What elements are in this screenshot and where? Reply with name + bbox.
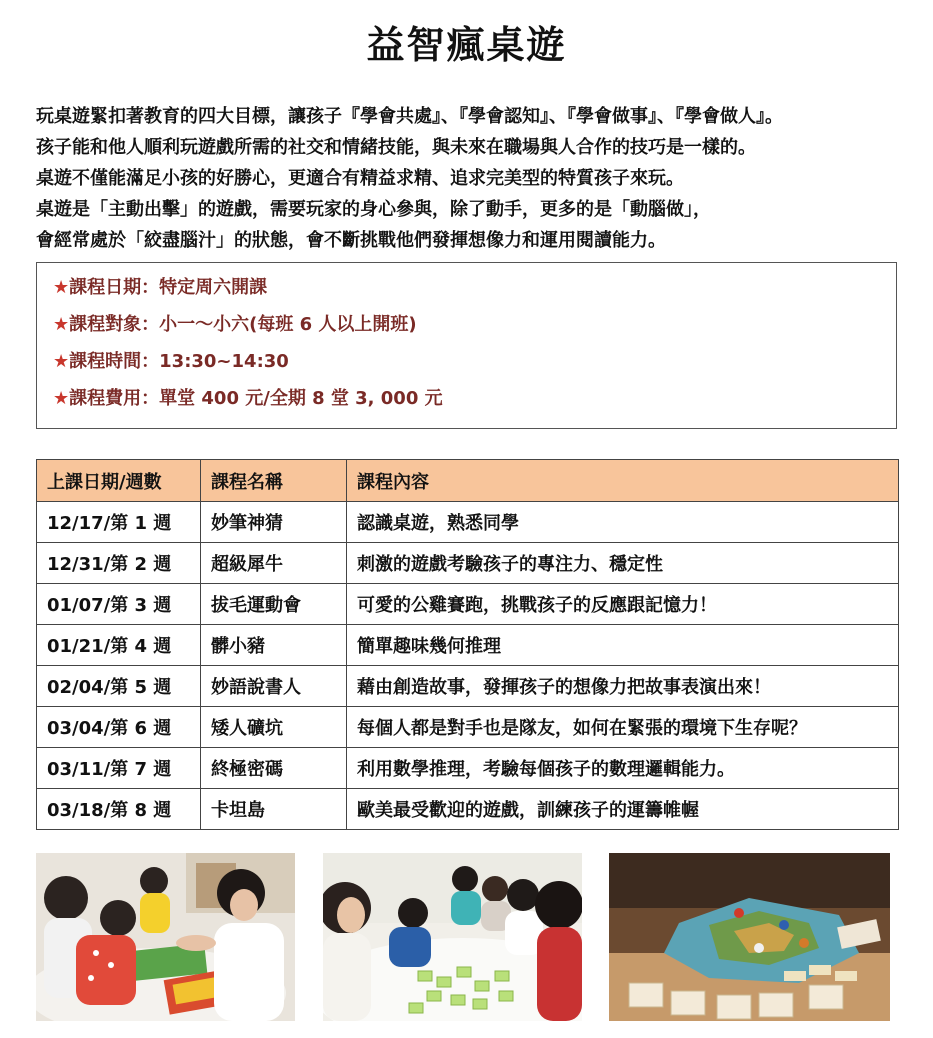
photo-kids-card-game	[323, 853, 582, 1021]
course-fee-line	[53, 380, 896, 417]
course-target-text: 課程對象：小一～小六(每班 6 人以上開班)	[69, 314, 417, 335]
course-fee-text: 課程費用：單堂 400 元/全期 8 堂 3, 000 元	[69, 388, 443, 409]
course-date-text: 課程日期：特定周六開課	[69, 277, 268, 298]
intro-line: 會經常處於「絞盡腦汁」的狀態，會不斷挑戰他們發揮想像力和運用閱讀能力。	[36, 230, 666, 251]
cell-date-week: 12/17/第 1 週	[37, 502, 201, 543]
cell-date-week: 03/18/第 8 週	[37, 789, 201, 830]
star-icon: ★	[53, 277, 70, 298]
course-date-line	[53, 269, 896, 306]
course-time-line	[53, 343, 896, 380]
course-target-line	[53, 306, 896, 343]
cell-course-content: 藉由創造故事，發揮孩子的想像力把故事表演出來！	[347, 666, 899, 707]
cell-date-week: 03/04/第 6 週	[37, 707, 201, 748]
cell-course-content: 歐美最受歡迎的遊戲，訓練孩子的運籌帷幄	[347, 789, 899, 830]
cell-course-name: 髒小豬	[201, 625, 347, 666]
cell-date-week: 03/11/第 7 週	[37, 748, 201, 789]
course-time-text: 課程時間：13:30~14:30	[69, 351, 289, 372]
cell-course-name: 妙筆神猜	[201, 502, 347, 543]
photo-catan-board	[609, 853, 890, 1021]
star-icon: ★	[53, 314, 70, 335]
table-row	[37, 748, 899, 789]
table-header-row	[37, 460, 899, 502]
table-row	[37, 502, 899, 543]
page-title: 益智瘋桌遊	[366, 23, 567, 67]
cell-course-content: 刺激的遊戲考驗孩子的專注力、穩定性	[347, 543, 899, 584]
table-row	[37, 625, 899, 666]
cell-course-name: 終極密碼	[201, 748, 347, 789]
intro-line: 孩子能和他人順利玩遊戲所需的社交和情緒技能，與未來在職場與人合作的技巧是一樣的。	[36, 137, 756, 158]
cell-course-name: 超級犀牛	[201, 543, 347, 584]
cell-date-week: 12/31/第 2 週	[37, 543, 201, 584]
intro-paragraph	[36, 101, 906, 256]
photo-kids-teacher-boardgame	[36, 853, 295, 1021]
intro-line: 桌遊是「主動出擊」的遊戲，需要玩家的身心參與，除了動手，更多的是「動腦做」，	[36, 199, 711, 220]
cell-course-content: 每個人都是對手也是隊友，如何在緊張的環境下生存呢？	[347, 707, 899, 748]
header-course-name: 課程名稱	[201, 460, 347, 502]
cell-course-content: 認識桌遊，熟悉同學	[347, 502, 899, 543]
cell-course-content: 可愛的公雞賽跑，挑戰孩子的反應跟記憶力！	[347, 584, 899, 625]
table-row	[37, 666, 899, 707]
cell-course-content: 利用數學推理，考驗每個孩子的數理邏輯能力。	[347, 748, 899, 789]
intro-line: 玩桌遊緊扣著教育的四大目標，讓孩子『學會共處』、『學會認知』、『學會做事』、『學會做人』。	[36, 106, 783, 127]
cell-course-name: 妙語說書人	[201, 666, 347, 707]
table-row	[37, 789, 899, 830]
table-row	[37, 584, 899, 625]
intro-line: 桌遊不僅能滿足小孩的好勝心，更適合有精益求精、追求完美型的特質孩子來玩。	[36, 168, 684, 189]
schedule-table	[36, 459, 899, 830]
cell-date-week: 01/07/第 3 週	[37, 584, 201, 625]
cell-course-name: 卡坦島	[201, 789, 347, 830]
header-course-content: 課程內容	[347, 460, 899, 502]
table-row	[37, 707, 899, 748]
cell-course-name: 拔毛運動會	[201, 584, 347, 625]
photo-strip	[36, 853, 890, 1021]
table-row	[37, 543, 899, 584]
header-date-week: 上課日期/週數	[37, 460, 201, 502]
cell-date-week: 01/21/第 4 週	[37, 625, 201, 666]
star-icon: ★	[53, 351, 70, 372]
star-icon: ★	[53, 388, 70, 409]
cell-course-content: 簡單趣味幾何推理	[347, 625, 899, 666]
cell-course-name: 矮人礦坑	[201, 707, 347, 748]
course-info-box	[36, 262, 897, 429]
cell-date-week: 02/04/第 5 週	[37, 666, 201, 707]
